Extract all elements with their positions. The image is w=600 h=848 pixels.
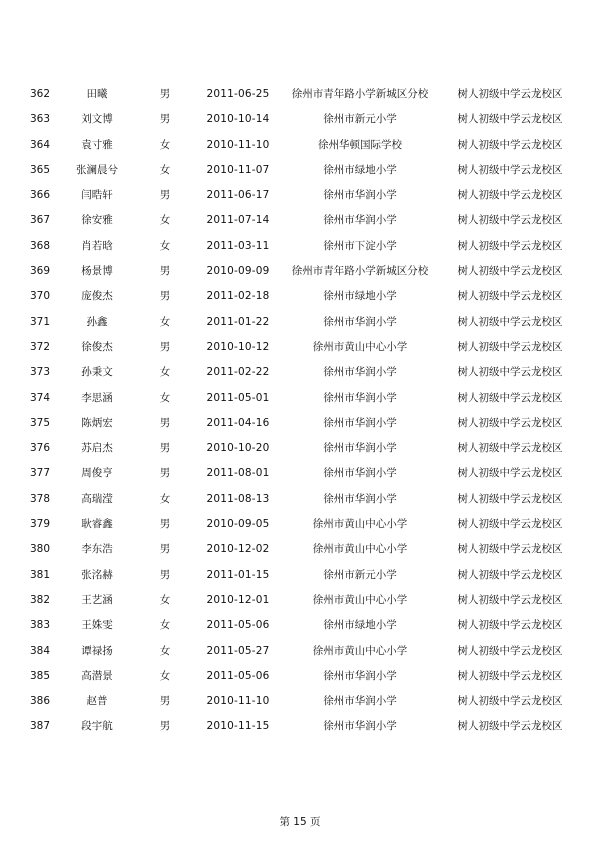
row-number: 363 bbox=[29, 113, 51, 126]
primary-school: 徐州市华润小学 bbox=[323, 695, 397, 708]
row-number: 373 bbox=[29, 366, 51, 379]
primary-school: 徐州市华润小学 bbox=[323, 720, 397, 733]
table-row bbox=[0, 613, 600, 638]
birth-date: 2011-05-01 bbox=[206, 391, 270, 404]
table-row bbox=[0, 461, 600, 486]
assigned-school: 树人初级中学云龙校区 bbox=[457, 543, 563, 556]
assigned-school: 树人初级中学云龙校区 bbox=[457, 619, 563, 632]
assigned-school: 树人初级中学云龙校区 bbox=[457, 88, 563, 100]
student-gender: 女 bbox=[159, 669, 171, 682]
table-row bbox=[0, 563, 600, 588]
birth-date: 2010-12-01 bbox=[206, 593, 270, 606]
row-number: 380 bbox=[29, 543, 51, 556]
birth-date: 2010-09-09 bbox=[206, 265, 270, 278]
table-row bbox=[0, 436, 600, 461]
student-gender: 女 bbox=[159, 619, 171, 632]
birth-date: 2011-04-16 bbox=[206, 416, 270, 429]
table-row bbox=[0, 284, 600, 309]
student-name: 赵普 bbox=[86, 695, 108, 708]
primary-school: 徐州市青年路小学新城区分校 bbox=[291, 265, 429, 278]
page-number: 第 15 页 bbox=[279, 816, 321, 828]
student-gender: 男 bbox=[159, 113, 171, 126]
assigned-school: 树人初级中学云龙校区 bbox=[457, 518, 563, 531]
primary-school: 徐州市华润小学 bbox=[323, 442, 397, 455]
row-number: 381 bbox=[29, 568, 51, 581]
assigned-school: 树人初级中学云龙校区 bbox=[457, 416, 563, 429]
birth-date: 2010-11-10 bbox=[206, 695, 270, 708]
birth-date: 2011-07-14 bbox=[206, 214, 270, 227]
student-name: 袁寸雅 bbox=[81, 138, 113, 151]
assigned-school: 树人初级中学云龙校区 bbox=[457, 113, 563, 126]
table-row bbox=[0, 512, 600, 537]
birth-date: 2010-11-07 bbox=[206, 163, 270, 176]
birth-date: 2011-05-06 bbox=[206, 619, 270, 632]
birth-date: 2011-08-01 bbox=[206, 467, 270, 480]
table-row bbox=[0, 82, 600, 107]
assigned-school: 树人初级中学云龙校区 bbox=[457, 492, 563, 505]
birth-date: 2010-10-14 bbox=[206, 113, 270, 126]
table-row bbox=[0, 335, 600, 360]
student-name: 徐安雅 bbox=[81, 214, 113, 227]
row-number: 374 bbox=[29, 391, 51, 404]
assigned-school: 树人初级中学云龙校区 bbox=[457, 214, 563, 227]
student-gender: 男 bbox=[159, 467, 171, 480]
primary-school: 徐州市黄山中心小学 bbox=[312, 518, 408, 531]
birth-date: 2010-10-20 bbox=[206, 442, 270, 455]
student-name: 张洺赫 bbox=[81, 568, 113, 581]
assigned-school: 树人初级中学云龙校区 bbox=[457, 239, 563, 252]
row-number: 379 bbox=[29, 518, 51, 531]
student-gender: 女 bbox=[159, 214, 171, 227]
primary-school: 徐州市黄山中心小学 bbox=[312, 593, 408, 606]
primary-school: 徐州市黄山中心小学 bbox=[312, 543, 408, 556]
student-gender: 男 bbox=[159, 518, 171, 531]
student-gender: 男 bbox=[159, 568, 171, 581]
student-name: 刘文博 bbox=[81, 113, 113, 126]
birth-date: 2010-10-12 bbox=[206, 340, 270, 353]
student-name: 李思涵 bbox=[81, 391, 113, 404]
student-gender: 男 bbox=[159, 189, 171, 202]
row-number: 364 bbox=[29, 138, 51, 151]
assigned-school: 树人初级中学云龙校区 bbox=[457, 568, 563, 581]
primary-school: 徐州市下淀小学 bbox=[323, 239, 397, 252]
row-number: 382 bbox=[29, 593, 51, 606]
birth-date: 2011-06-25 bbox=[206, 88, 270, 100]
primary-school: 徐州市青年路小学新城区分校 bbox=[291, 88, 429, 100]
student-name: 庞俊杰 bbox=[81, 290, 113, 303]
primary-school: 徐州市华润小学 bbox=[323, 669, 397, 682]
student-gender: 男 bbox=[159, 695, 171, 708]
assigned-school: 树人初级中学云龙校区 bbox=[457, 695, 563, 708]
student-name: 孙秉文 bbox=[81, 366, 113, 379]
row-number: 369 bbox=[29, 265, 51, 278]
primary-school: 徐州市华润小学 bbox=[323, 214, 397, 227]
row-number: 368 bbox=[29, 239, 51, 252]
birth-date: 2011-01-15 bbox=[206, 568, 270, 581]
row-number: 376 bbox=[29, 442, 51, 455]
primary-school: 徐州市华润小学 bbox=[323, 467, 397, 480]
assigned-school: 树人初级中学云龙校区 bbox=[457, 265, 563, 278]
student-name: 张澜晨兮 bbox=[76, 163, 118, 176]
assigned-school: 树人初级中学云龙校区 bbox=[457, 315, 563, 328]
table-row bbox=[0, 208, 600, 233]
student-gender: 女 bbox=[159, 366, 171, 379]
table-row bbox=[0, 133, 600, 158]
birth-date: 2011-02-22 bbox=[206, 366, 270, 379]
student-name: 耿睿鑫 bbox=[81, 518, 113, 531]
row-number: 362 bbox=[29, 88, 51, 100]
student-name: 谭禄扬 bbox=[81, 644, 113, 657]
row-number: 367 bbox=[29, 214, 51, 227]
assigned-school: 树人初级中学云龙校区 bbox=[457, 720, 563, 733]
assigned-school: 树人初级中学云龙校区 bbox=[457, 366, 563, 379]
table-row bbox=[0, 411, 600, 436]
assigned-school: 树人初级中学云龙校区 bbox=[457, 340, 563, 353]
student-name: 李东浩 bbox=[81, 543, 113, 556]
assigned-school: 树人初级中学云龙校区 bbox=[457, 669, 563, 682]
student-name: 周俊亨 bbox=[81, 467, 113, 480]
birth-date: 2010-09-05 bbox=[206, 518, 270, 531]
student-name: 杨景博 bbox=[81, 265, 113, 278]
student-gender: 男 bbox=[159, 88, 171, 100]
birth-date: 2011-06-17 bbox=[206, 189, 270, 202]
primary-school: 徐州华顿国际学校 bbox=[318, 138, 402, 151]
student-gender: 男 bbox=[159, 416, 171, 429]
student-gender: 女 bbox=[159, 315, 171, 328]
assigned-school: 树人初级中学云龙校区 bbox=[457, 467, 563, 480]
table-row bbox=[0, 310, 600, 335]
assigned-school: 树人初级中学云龙校区 bbox=[457, 593, 563, 606]
student-name: 段宇航 bbox=[81, 720, 113, 733]
student-name: 王姝雯 bbox=[81, 619, 113, 632]
birth-date: 2010-11-10 bbox=[206, 138, 270, 151]
student-gender: 女 bbox=[159, 644, 171, 657]
student-name: 孙鑫 bbox=[86, 315, 108, 328]
assigned-school: 树人初级中学云龙校区 bbox=[457, 644, 563, 657]
table-row bbox=[0, 588, 600, 613]
primary-school: 徐州市黄山中心小学 bbox=[312, 644, 408, 657]
birth-date: 2011-05-06 bbox=[206, 669, 270, 682]
student-name: 陈炳宏 bbox=[81, 416, 113, 429]
student-gender: 女 bbox=[159, 391, 171, 404]
primary-school: 徐州市绿地小学 bbox=[323, 619, 397, 632]
student-name: 高瑞滢 bbox=[81, 492, 113, 505]
birth-date: 2011-01-22 bbox=[206, 315, 270, 328]
student-name: 苏启杰 bbox=[81, 442, 113, 455]
table-row bbox=[0, 360, 600, 385]
row-number: 365 bbox=[29, 163, 51, 176]
primary-school: 徐州市华润小学 bbox=[323, 315, 397, 328]
student-name: 高潜景 bbox=[81, 669, 113, 682]
student-name: 王艺涵 bbox=[81, 593, 113, 606]
table-row bbox=[0, 107, 600, 132]
student-name: 肖若晗 bbox=[81, 239, 113, 252]
primary-school: 徐州市黄山中心小学 bbox=[312, 340, 408, 353]
row-number: 371 bbox=[29, 315, 51, 328]
birth-date: 2011-05-27 bbox=[206, 644, 270, 657]
row-number: 366 bbox=[29, 189, 51, 202]
student-gender: 女 bbox=[159, 163, 171, 176]
primary-school: 徐州市新元小学 bbox=[323, 113, 397, 126]
student-gender: 男 bbox=[159, 340, 171, 353]
assigned-school: 树人初级中学云龙校区 bbox=[457, 391, 563, 404]
row-number: 384 bbox=[29, 644, 51, 657]
student-table bbox=[0, 82, 600, 740]
student-gender: 男 bbox=[159, 442, 171, 455]
primary-school: 徐州市华润小学 bbox=[323, 492, 397, 505]
table-row bbox=[0, 689, 600, 714]
row-number: 385 bbox=[29, 669, 51, 682]
student-gender: 男 bbox=[159, 543, 171, 556]
primary-school: 徐州市新元小学 bbox=[323, 568, 397, 581]
assigned-school: 树人初级中学云龙校区 bbox=[457, 290, 563, 303]
table-row bbox=[0, 158, 600, 183]
assigned-school: 树人初级中学云龙校区 bbox=[457, 163, 563, 176]
table-row bbox=[0, 537, 600, 562]
primary-school: 徐州市华润小学 bbox=[323, 416, 397, 429]
table-row bbox=[0, 664, 600, 689]
primary-school: 徐州市华润小学 bbox=[323, 189, 397, 202]
student-gender: 女 bbox=[159, 593, 171, 606]
assigned-school: 树人初级中学云龙校区 bbox=[457, 189, 563, 202]
row-number: 378 bbox=[29, 492, 51, 505]
table-row bbox=[0, 714, 600, 739]
primary-school: 徐州市绿地小学 bbox=[323, 290, 397, 303]
table-row bbox=[0, 386, 600, 411]
assigned-school: 树人初级中学云龙校区 bbox=[457, 138, 563, 151]
primary-school: 徐州市华润小学 bbox=[323, 366, 397, 379]
birth-date: 2011-08-13 bbox=[206, 492, 270, 505]
table-row bbox=[0, 487, 600, 512]
assigned-school: 树人初级中学云龙校区 bbox=[457, 442, 563, 455]
row-number: 372 bbox=[29, 340, 51, 353]
row-number: 383 bbox=[29, 619, 51, 632]
birth-date: 2010-11-15 bbox=[206, 720, 270, 733]
table-row bbox=[0, 183, 600, 208]
student-gender: 女 bbox=[159, 138, 171, 151]
birth-date: 2011-02-18 bbox=[206, 290, 270, 303]
student-name: 闫晧轩 bbox=[81, 189, 113, 202]
row-number: 387 bbox=[29, 720, 51, 733]
row-number: 377 bbox=[29, 467, 51, 480]
row-number: 386 bbox=[29, 695, 51, 708]
primary-school: 徐州市绿地小学 bbox=[323, 163, 397, 176]
birth-date: 2011-03-11 bbox=[206, 239, 270, 252]
student-name: 田曦 bbox=[86, 88, 108, 100]
table-row bbox=[0, 234, 600, 259]
table-row bbox=[0, 639, 600, 664]
table-row bbox=[0, 259, 600, 284]
birth-date: 2010-12-02 bbox=[206, 543, 270, 556]
student-gender: 男 bbox=[159, 290, 171, 303]
primary-school: 徐州市华润小学 bbox=[323, 391, 397, 404]
student-gender: 男 bbox=[159, 265, 171, 278]
student-gender: 男 bbox=[159, 720, 171, 733]
student-gender: 女 bbox=[159, 239, 171, 252]
student-name: 徐俊杰 bbox=[81, 340, 113, 353]
student-gender: 女 bbox=[159, 492, 171, 505]
row-number: 375 bbox=[29, 416, 51, 429]
row-number: 370 bbox=[29, 290, 51, 303]
